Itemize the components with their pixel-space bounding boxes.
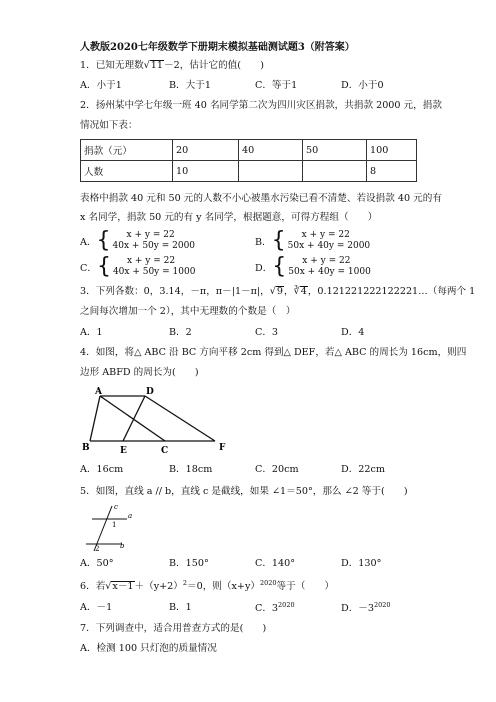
sqrt-symbol: √ [143, 60, 150, 71]
table-cell: 40 [239, 140, 303, 161]
label-b: B [82, 443, 90, 453]
q5-option-b: B．150° [169, 558, 209, 569]
q2-option-c: C． { x + y = 22 40x + 50y = 1000 [80, 254, 196, 279]
question-3-line-1: 3．下列各数：0，3.14，－π，π－|1－π|，√9，∛4，0.121221222122221…（每两个 1 [80, 286, 476, 297]
q3-option-d: D．4 [341, 327, 365, 338]
table-row [81, 161, 417, 182]
q5-option-c: C．140° [255, 558, 296, 569]
q5-option-a: A．50° [80, 558, 114, 569]
question-4-line-1: 4．如图，将△ ABC 沿 BC 方向平移 2cm 得到△ DEF，若△ ABC 的周长为 16cm，则四 [80, 347, 467, 358]
table-cell: 100 [367, 140, 417, 161]
radicand: 11 [150, 60, 164, 71]
q3-option-a: A．1 [80, 327, 103, 338]
q2-option-d: D． { x + y = 22 50x + 40y = 1000 [255, 254, 371, 279]
q5-option-d: D．130° [341, 558, 382, 569]
question-1: 1．已知无理数√11－2，估计它的值( ) [80, 60, 264, 71]
q2-option-b: B． { x + y = 22 50x + 40y = 2000 [255, 228, 371, 253]
parallel-lines-figure [82, 500, 142, 554]
donation-table [80, 139, 417, 182]
q4-option-a: A．16cm [80, 464, 124, 475]
q6-option-d: D．$-3^{2020}$ [341, 601, 391, 615]
label-c: c [114, 503, 118, 511]
table-cell [239, 161, 303, 182]
question-6-line-1: 6．若$√x-1+(y+2)^2=0$，则$(x+y)^{2020}$等于（ ） [80, 579, 335, 593]
table-cell [303, 161, 367, 182]
cbrt-symbol: ∛ [293, 286, 300, 297]
label-b: b [120, 542, 125, 550]
label-angle-2: 2 [95, 545, 100, 553]
label-e: E [120, 446, 127, 456]
table-cell: 50 [303, 140, 367, 161]
label-angle-1: 1 [112, 521, 117, 529]
q4-option-b: B．18cm [169, 464, 213, 475]
sqrt-symbol: √ [105, 581, 112, 593]
q6-option-b: B．1 [169, 602, 192, 613]
label-c: C [161, 446, 169, 456]
question-4-line-2: 边形 ABFD 的周长为( ) [80, 367, 199, 378]
question-2-text-1: 表格中捐款 40 元和 50 元的人数不小心被墨水污染已看不清楚、若设捐款 40 元的有 [80, 193, 442, 204]
question-5-line-1: 5．如图，直线 a // b，直线 c 是截线，如果 ∠1＝50°，那么 ∠2 等于( ) [80, 486, 408, 497]
label-f: F [219, 443, 226, 453]
q3-option-b: B．2 [169, 327, 192, 338]
q1-option-a: A．小于1 [80, 80, 122, 91]
table-cell: 捐款（元） [81, 140, 173, 161]
question-2-text-2: x 名同学，捐款 50 元的有 y 名同学，根据题意，可得方程组（ ） [80, 212, 378, 223]
table-cell: 8 [367, 161, 417, 182]
brace-icon: { [272, 254, 287, 279]
question-2-line-2: 情况如下表： [80, 120, 138, 131]
label-a: A [95, 387, 102, 397]
question-3-line-2: 之间每次增加一个 2），其中无理数的个数是（ ） [80, 306, 296, 317]
question-2-line-1: 2．扬州某中学七年级一班 40 名同学第二次为四川灾区捐款，共捐款 2000 元，捐款 [80, 100, 442, 111]
table-cell: 10 [173, 161, 239, 182]
translation-figure [82, 384, 242, 460]
q1-option-b: B．大于1 [169, 80, 211, 91]
q4-option-c: C．20cm [255, 464, 299, 475]
q3-option-c: C．3 [255, 327, 279, 338]
table-cell: 20 [173, 140, 239, 161]
brace-icon: { [96, 228, 111, 253]
table-cell: 人数 [81, 161, 173, 182]
segment-de [123, 396, 145, 441]
q6-option-c: C．$3^{2020}$ [255, 601, 295, 615]
sqrt-symbol: √ [269, 286, 276, 297]
q2-option-a: A． { x + y = 22 40x + 50y = 2000 [80, 228, 196, 253]
brace-icon: { [271, 228, 286, 253]
q6-option-a: A．－1 [80, 602, 113, 613]
q4-option-d: D．22cm [341, 464, 385, 475]
label-d: D [146, 387, 154, 397]
document-title: 人教版2020七年级数学下册期末模拟基础测试题3（附答案） [80, 42, 355, 53]
segment-ab [90, 396, 100, 441]
q7-option-a: A．检测 100 只灯泡的质量情况 [80, 643, 217, 654]
question-7-line-1: 7．下列调查中，适合用普查方式的是( ) [80, 623, 267, 634]
q1-option-c: C．等于1 [255, 80, 298, 91]
q1-option-d: D．小于0 [341, 80, 384, 91]
label-a: a [128, 512, 133, 520]
table-row [81, 140, 417, 161]
brace-icon: { [96, 254, 111, 279]
